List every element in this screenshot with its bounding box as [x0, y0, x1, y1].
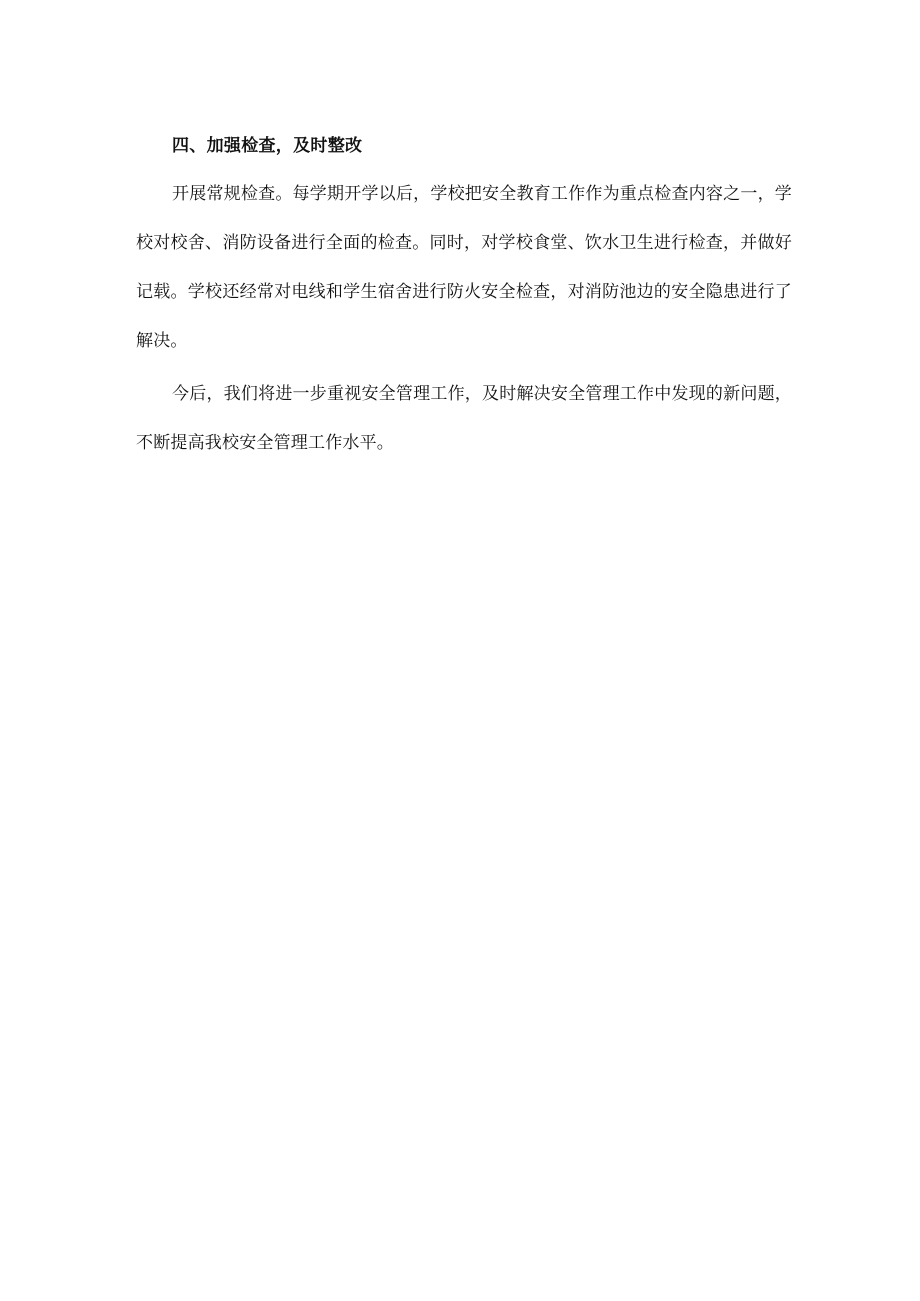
section-heading: 四、加强检查，及时整改 — [172, 136, 363, 156]
document-body — [136, 130, 792, 468]
paragraph-future: 今后，我们将进一步重视安全管理工作，及时解决安全管理工作中发现的新问题，不断提高我校安全管理工作水平。 — [136, 384, 792, 453]
paragraph-inspection: 开展常规检查。每学期开学以后，学校把安全教育工作作为重点检查内容之一，学校对校舍、消防设备进行全面的检查。同时，对学校食堂、饮水卫生进行检查，并做好记载。学校还经常对电线和学生宿舍进行防火安全检查，对消防池边的安全隐患进行了解决。 — [136, 184, 792, 351]
